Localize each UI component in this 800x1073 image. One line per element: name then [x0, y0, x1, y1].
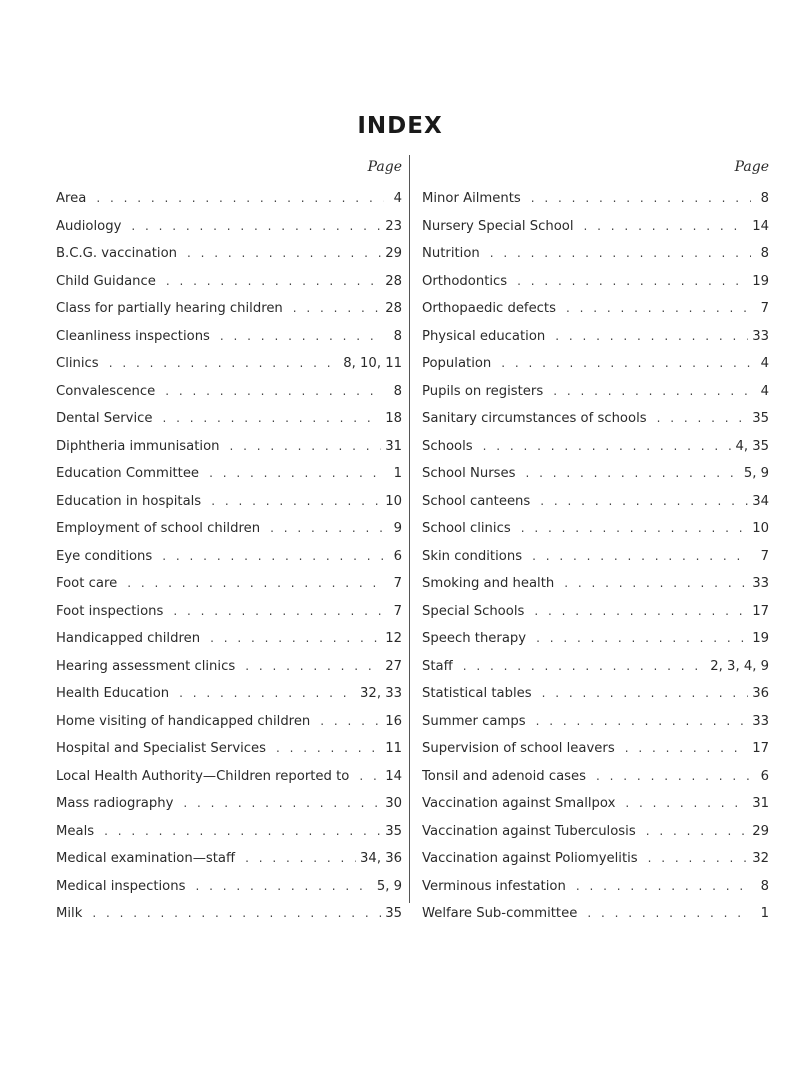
dot-leader — [82, 900, 381, 928]
index-entry-topic: Eye conditions — [56, 548, 153, 564]
index-entry-pages: 7 — [393, 576, 402, 591]
index-entry-topic: Audiology — [56, 218, 122, 234]
dot-leader — [155, 378, 384, 406]
index-entry — [56, 845, 402, 873]
index-entry-topic: Statistical tables — [422, 686, 532, 701]
index-entry-pages: 17 — [752, 741, 769, 756]
index-entry — [56, 240, 402, 268]
index-entry-topic: Dental Service — [56, 411, 153, 426]
index-entry-topic: Clinics — [56, 356, 99, 371]
index-entry-topic: Foot care — [56, 576, 118, 591]
index-list-right — [422, 185, 769, 928]
index-entry — [56, 185, 402, 213]
dot-leader — [638, 845, 749, 873]
index-entry-topic: Supervision of school leavers — [422, 741, 615, 756]
index-entry-pages: 31 — [385, 438, 402, 454]
index-entry-topic: School Nurses — [422, 466, 516, 481]
index-entry-topic: Welfare Sub-committee — [422, 906, 578, 921]
index-entry-pages: 10 — [385, 493, 402, 509]
index-entry — [422, 405, 769, 433]
index-entry-topic: Skin conditions — [422, 548, 523, 564]
index-entry — [56, 323, 402, 351]
index-entry-topic: Foot inspections — [56, 603, 164, 619]
index-entry — [56, 268, 402, 296]
index-entry-pages: 2, 3, 4, 9 — [710, 658, 769, 674]
index-entry — [422, 378, 769, 406]
dot-leader — [185, 873, 372, 901]
index-entry — [56, 350, 402, 378]
dot-leader — [99, 350, 340, 378]
dot-leader — [574, 213, 749, 241]
index-entry — [56, 433, 402, 461]
index-entry-topic: Hearing assessment clinics — [56, 658, 236, 674]
index-entry — [422, 268, 769, 296]
dot-leader — [349, 763, 381, 791]
index-entry — [422, 708, 769, 736]
index-entry-pages: 19 — [752, 631, 769, 646]
index-entry-topic: Minor Ailments — [422, 191, 521, 206]
index-entry-topic: Special Schools — [422, 603, 525, 619]
dot-leader — [511, 515, 749, 543]
index-entry-topic: Handicapped children — [56, 631, 201, 646]
dot-leader — [636, 818, 749, 846]
index-entry-topic: Vaccination against Tuberculosis — [422, 823, 636, 839]
index-entry — [56, 515, 402, 543]
index-entry — [56, 488, 402, 516]
index-column-left — [56, 159, 402, 928]
index-column-right — [422, 159, 769, 928]
dot-leader — [200, 625, 381, 653]
index-entry-pages: 30 — [385, 796, 402, 811]
index-entry-pages: 8 — [393, 328, 402, 344]
index-entry-topic: Employment of school children — [56, 521, 261, 536]
page-title: INDEX — [357, 113, 443, 139]
index-entry — [422, 625, 769, 653]
index-entry-topic: Pupils on registers — [422, 383, 544, 399]
index-entry-pages: 19 — [752, 273, 769, 289]
dot-leader — [169, 680, 356, 708]
index-entry — [422, 845, 769, 873]
index-entry-pages: 4 — [760, 356, 769, 371]
index-entry — [422, 488, 769, 516]
index-entry-pages: 1 — [393, 466, 402, 481]
index-entry-topic: Meals — [56, 823, 95, 839]
dot-leader — [210, 323, 384, 351]
index-entry-pages: 12 — [385, 631, 402, 646]
index-entry — [422, 763, 769, 791]
dot-leader — [220, 433, 382, 461]
index-entry-topic: Smoking and health — [422, 576, 555, 591]
dot-leader — [86, 185, 384, 213]
index-entry-topic: Nursery Special School — [422, 218, 574, 234]
dot-leader — [173, 790, 381, 818]
index-entry-topic: Tonsil and adenoid cases — [422, 768, 587, 784]
index-entry-topic: Hospital and Specialist Services — [56, 741, 267, 756]
index-entry-topic: Verminous infestation — [422, 878, 566, 894]
index-entry-topic: Class for partially hearing children — [56, 301, 283, 316]
dot-leader — [545, 323, 748, 351]
index-entry — [56, 873, 402, 901]
index-entry-pages: 33 — [752, 713, 769, 729]
dot-leader — [266, 735, 381, 763]
index-entry-pages: 8 — [760, 246, 769, 261]
index-entry — [56, 680, 402, 708]
dot-leader — [521, 185, 751, 213]
index-entry-pages: 6 — [393, 548, 402, 564]
index-entry — [422, 598, 769, 626]
index-entry-pages: 1 — [760, 906, 769, 921]
index-entry-pages: 29 — [385, 246, 402, 261]
index-entry-pages: 8 — [760, 191, 769, 206]
index-entry — [422, 185, 769, 213]
index-entry — [422, 323, 769, 351]
dot-leader — [473, 433, 732, 461]
index-entry — [422, 900, 769, 928]
index-entry-topic: B.C.G. vaccination — [56, 246, 177, 261]
index-entry-pages: 34 — [752, 493, 769, 509]
dot-leader — [152, 405, 381, 433]
index-entry — [56, 625, 402, 653]
index-entry — [56, 735, 402, 763]
dot-leader — [199, 460, 384, 488]
index-list-left — [56, 185, 402, 928]
dot-leader — [507, 268, 748, 296]
index-entry — [422, 543, 769, 571]
index-entry-pages: 31 — [752, 796, 769, 811]
index-entry-topic: Speech therapy — [422, 631, 527, 646]
index-entry — [422, 818, 769, 846]
index-entry-pages: 7 — [760, 548, 769, 564]
dot-leader — [543, 378, 751, 406]
index-entry — [422, 460, 769, 488]
index-entry-topic: Education in hospitals — [56, 493, 202, 509]
page-column-heading: Page — [367, 159, 402, 175]
index-entry-topic: Medical inspections — [56, 878, 186, 894]
index-entry — [422, 240, 769, 268]
index-entry-topic: Physical education — [422, 328, 546, 344]
index-entry-pages: 8, 10, 11 — [343, 356, 402, 371]
dot-leader — [163, 598, 384, 626]
index-entry — [56, 763, 402, 791]
index-entry-pages: 4 — [760, 383, 769, 399]
index-entry-pages: 9 — [393, 521, 402, 536]
index-entry — [56, 460, 402, 488]
index-entry-pages: 14 — [752, 218, 769, 234]
index-entry-pages: 8 — [760, 878, 769, 894]
index-entry-topic: Education Committee — [56, 466, 200, 481]
index-entry — [422, 570, 769, 598]
dot-leader — [524, 598, 748, 626]
dot-leader — [530, 488, 748, 516]
dot-leader — [615, 790, 748, 818]
dot-leader — [522, 543, 751, 571]
column-divider — [409, 155, 410, 903]
index-entry-pages: 28 — [385, 301, 402, 316]
index-entry-pages: 35 — [385, 823, 402, 839]
index-entry-pages: 10 — [752, 521, 769, 536]
index-entry-topic: Convalescence — [56, 383, 156, 399]
index-entry-pages: 8 — [393, 383, 402, 399]
index-entry-pages: 16 — [385, 713, 402, 729]
index-entry-pages: 17 — [752, 603, 769, 619]
index-entry-topic: Schools — [422, 438, 473, 454]
index-entry-pages: 14 — [385, 768, 402, 784]
index-entry — [56, 598, 402, 626]
dot-leader — [177, 240, 381, 268]
index-entry — [56, 790, 402, 818]
dot-leader — [526, 708, 749, 736]
index-entry — [56, 543, 402, 571]
dot-leader — [647, 405, 749, 433]
dot-leader — [566, 873, 751, 901]
index-entry-topic: Orthodontics — [422, 273, 508, 289]
index-entry-topic: Summer camps — [422, 713, 526, 729]
index-entry — [422, 873, 769, 901]
index-entry-pages: 32 — [752, 851, 769, 866]
dot-leader — [235, 845, 356, 873]
dot-leader — [156, 268, 381, 296]
index-entry-pages: 23 — [385, 218, 402, 234]
index-entry-topic: Medical examination—staff — [56, 851, 236, 866]
index-entry-pages: 35 — [752, 411, 769, 426]
index-entry-pages: 33 — [752, 576, 769, 591]
index-entry-pages: 18 — [385, 411, 402, 426]
index-entry — [422, 295, 769, 323]
index-entry-topic: Cleanliness inspections — [56, 328, 210, 344]
index-entry — [56, 570, 402, 598]
dot-leader — [235, 653, 381, 681]
index-entry-pages: 6 — [760, 768, 769, 784]
index-entry-pages: 11 — [385, 741, 402, 756]
index-entry-pages: 32, 33 — [360, 686, 402, 701]
dot-leader — [94, 818, 381, 846]
index-entry — [422, 433, 769, 461]
index-entry — [56, 818, 402, 846]
index-entry — [422, 680, 769, 708]
index-entry-topic: Milk — [56, 906, 83, 921]
index-entry — [56, 405, 402, 433]
dot-leader — [556, 295, 751, 323]
dot-leader — [453, 653, 707, 681]
index-entry-topic: Diphtheria immunisation — [56, 438, 220, 454]
index-entry-topic: Child Guidance — [56, 273, 156, 289]
dot-leader — [480, 240, 751, 268]
index-entry — [422, 213, 769, 241]
dot-leader — [283, 295, 381, 323]
dot-leader — [260, 515, 384, 543]
dot-leader — [586, 763, 751, 791]
index-entry-pages: 4 — [393, 191, 402, 206]
index-entry-pages: 4, 35 — [735, 438, 769, 454]
index-entry-topic: Health Education — [56, 686, 170, 701]
dot-leader — [121, 213, 381, 241]
index-entry-pages: 36 — [752, 686, 769, 701]
index-entry-topic: Orthopaedic defects — [422, 301, 556, 316]
index-entry-pages: 35 — [385, 906, 402, 921]
page-column-heading: Page — [734, 159, 769, 175]
index-entry — [56, 213, 402, 241]
dot-leader — [577, 900, 751, 928]
index-entry-pages: 7 — [760, 301, 769, 316]
index-entry-topic: Home visiting of handicapped children — [56, 713, 311, 729]
dot-leader — [554, 570, 748, 598]
dot-leader — [615, 735, 749, 763]
index-entry — [422, 515, 769, 543]
index-entry-pages: 28 — [385, 273, 402, 289]
index-entry — [56, 295, 402, 323]
dot-leader — [201, 488, 381, 516]
index-entry-pages: 33 — [752, 328, 769, 344]
index-entry-topic: Area — [56, 191, 87, 206]
dot-leader — [310, 708, 381, 736]
index-entry-topic: School clinics — [422, 521, 511, 536]
index-entry-topic: Vaccination against Poliomyelitis — [422, 851, 638, 866]
dot-leader — [526, 625, 748, 653]
dot-leader — [532, 680, 749, 708]
index-entry-topic: Population — [422, 356, 492, 371]
index-entry — [422, 653, 769, 681]
index-entry — [422, 735, 769, 763]
dot-leader — [152, 543, 384, 571]
index-entry-pages: 7 — [393, 603, 402, 619]
index-entry-topic: Local Health Authority—Children reported to — [56, 768, 350, 784]
index-entry — [422, 790, 769, 818]
index-entry — [56, 900, 402, 928]
index-entry — [422, 350, 769, 378]
dot-leader — [117, 570, 384, 598]
index-entry-topic: Staff — [422, 658, 453, 674]
index-entry-topic: Sanitary circumstances of schools — [422, 411, 647, 426]
dot-leader — [491, 350, 751, 378]
index-entry — [56, 378, 402, 406]
index-entry-pages: 29 — [752, 823, 769, 839]
dot-leader — [515, 460, 739, 488]
index-entry — [56, 708, 402, 736]
index-entry — [56, 653, 402, 681]
index-entry-pages: 5, 9 — [376, 878, 402, 894]
index-entry-pages: 5, 9 — [743, 466, 769, 481]
index-entry-topic: Mass radiography — [56, 796, 174, 811]
index-entry-topic: Nutrition — [422, 246, 480, 261]
index-entry-topic: School canteens — [422, 493, 531, 509]
index-entry-pages: 34, 36 — [360, 851, 402, 866]
index-entry-topic: Vaccination against Smallpox — [422, 796, 616, 811]
index-entry-pages: 27 — [385, 658, 402, 674]
